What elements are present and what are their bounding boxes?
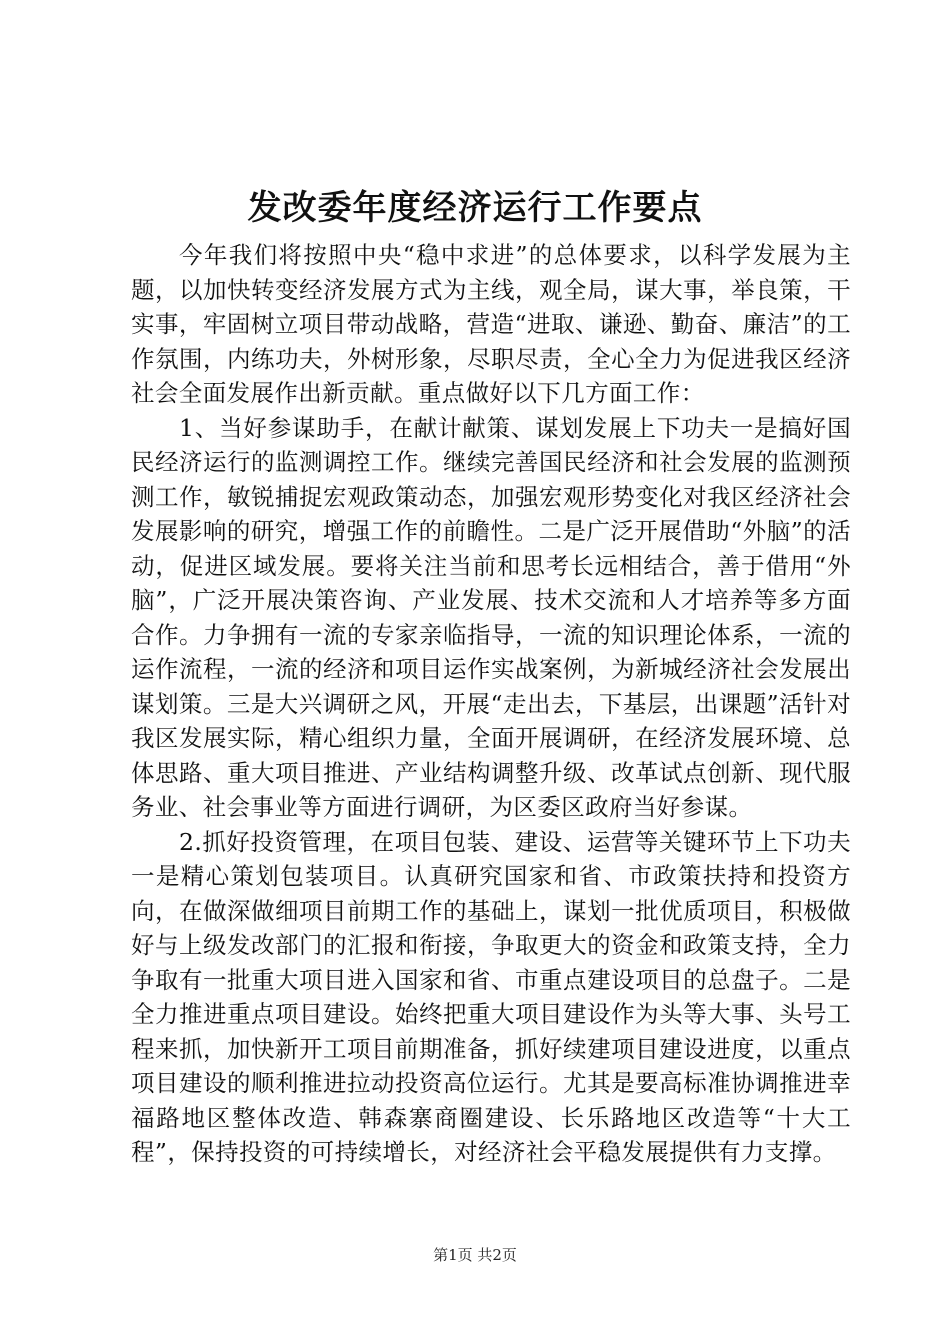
paragraph-intro: 今年我们将按照中央“稳中求进”的总体要求，以科学发展为主题，以加快转变经济发展方式为主线，观全局，谋大事，举良策，干实事，牢固树立项目带动战略，营造“进取、谦逊、勤奋、廉洁”的工作氛围，内练功夫，外树形象，尽职尽责，全心全力为促进我区经济社会全面发展作出新贡献。重点做好以下几方面工作： <box>131 241 851 407</box>
document-body <box>131 238 851 1170</box>
page-number-footer: 第1页 共2页 <box>433 1246 517 1264</box>
document-title: 发改委年度经济运行工作要点 <box>247 188 703 228</box>
paragraph-section-2: 2.抓好投资管理，在项目包装、建设、运营等关键环节上下功夫一是精心策划包装项目。认真研究国家和省、市政策扶持和投资方向，在做深做细项目前期工作的基础上，谋划一批优质项目，积极做好与上级发改部门的汇报和衔接，争取更大的资金和政策支持，全力争取有一批重大项目进入国家和省、市重点建设项目的总盘子。二是全力推进重点项目建设。始终把重大项目建设作为头等大事、头号工程来抓，加快新开工项目前期准备，抓好续建项目建设进度，以重点项目建设的顺利推进拉动投资高位运行。尤其是要高标准协调推进幸福路地区整体改造、韩森寨商圈建设、长乐路地区改造等“十大工程”，保持投资的可持续增长，对经济社会平稳发展提供有力支撑。 <box>131 827 851 1166</box>
paragraph-section-1: 1、当好参谋助手，在献计献策、谋划发展上下功夫一是搞好国民经济运行的监测调控工作。继续完善国民经济和社会发展的监测预测工作，敏锐捕捉宏观政策动态，加强宏观形势变化对我区经济社会发展影响的研究，增强工作的前瞻性。二是广泛开展借助“外脑”的活动，促进区域发展。要将关注当前和思考长远相结合，善于借用“外脑”，广泛开展决策咨询、产业发展、技术交流和人才培养等多方面合作。力争拥有一流的专家亲临指导，一流的知识理论体系，一流的运作流程，一流的经济和项目运作实战案例，为新城经济社会发展出谋划策。三是大兴调研之风，开展“走出去，下基层，出课题”活针对我区发展实际，精心组织力量，全面开展调研，在经济发展环境、总体思路、重大项目推进、产业结构调整升级、改革试点创新、现代服务业、社会事业等方面进行调研，为区委区政府当好参谋。 <box>131 413 851 821</box>
